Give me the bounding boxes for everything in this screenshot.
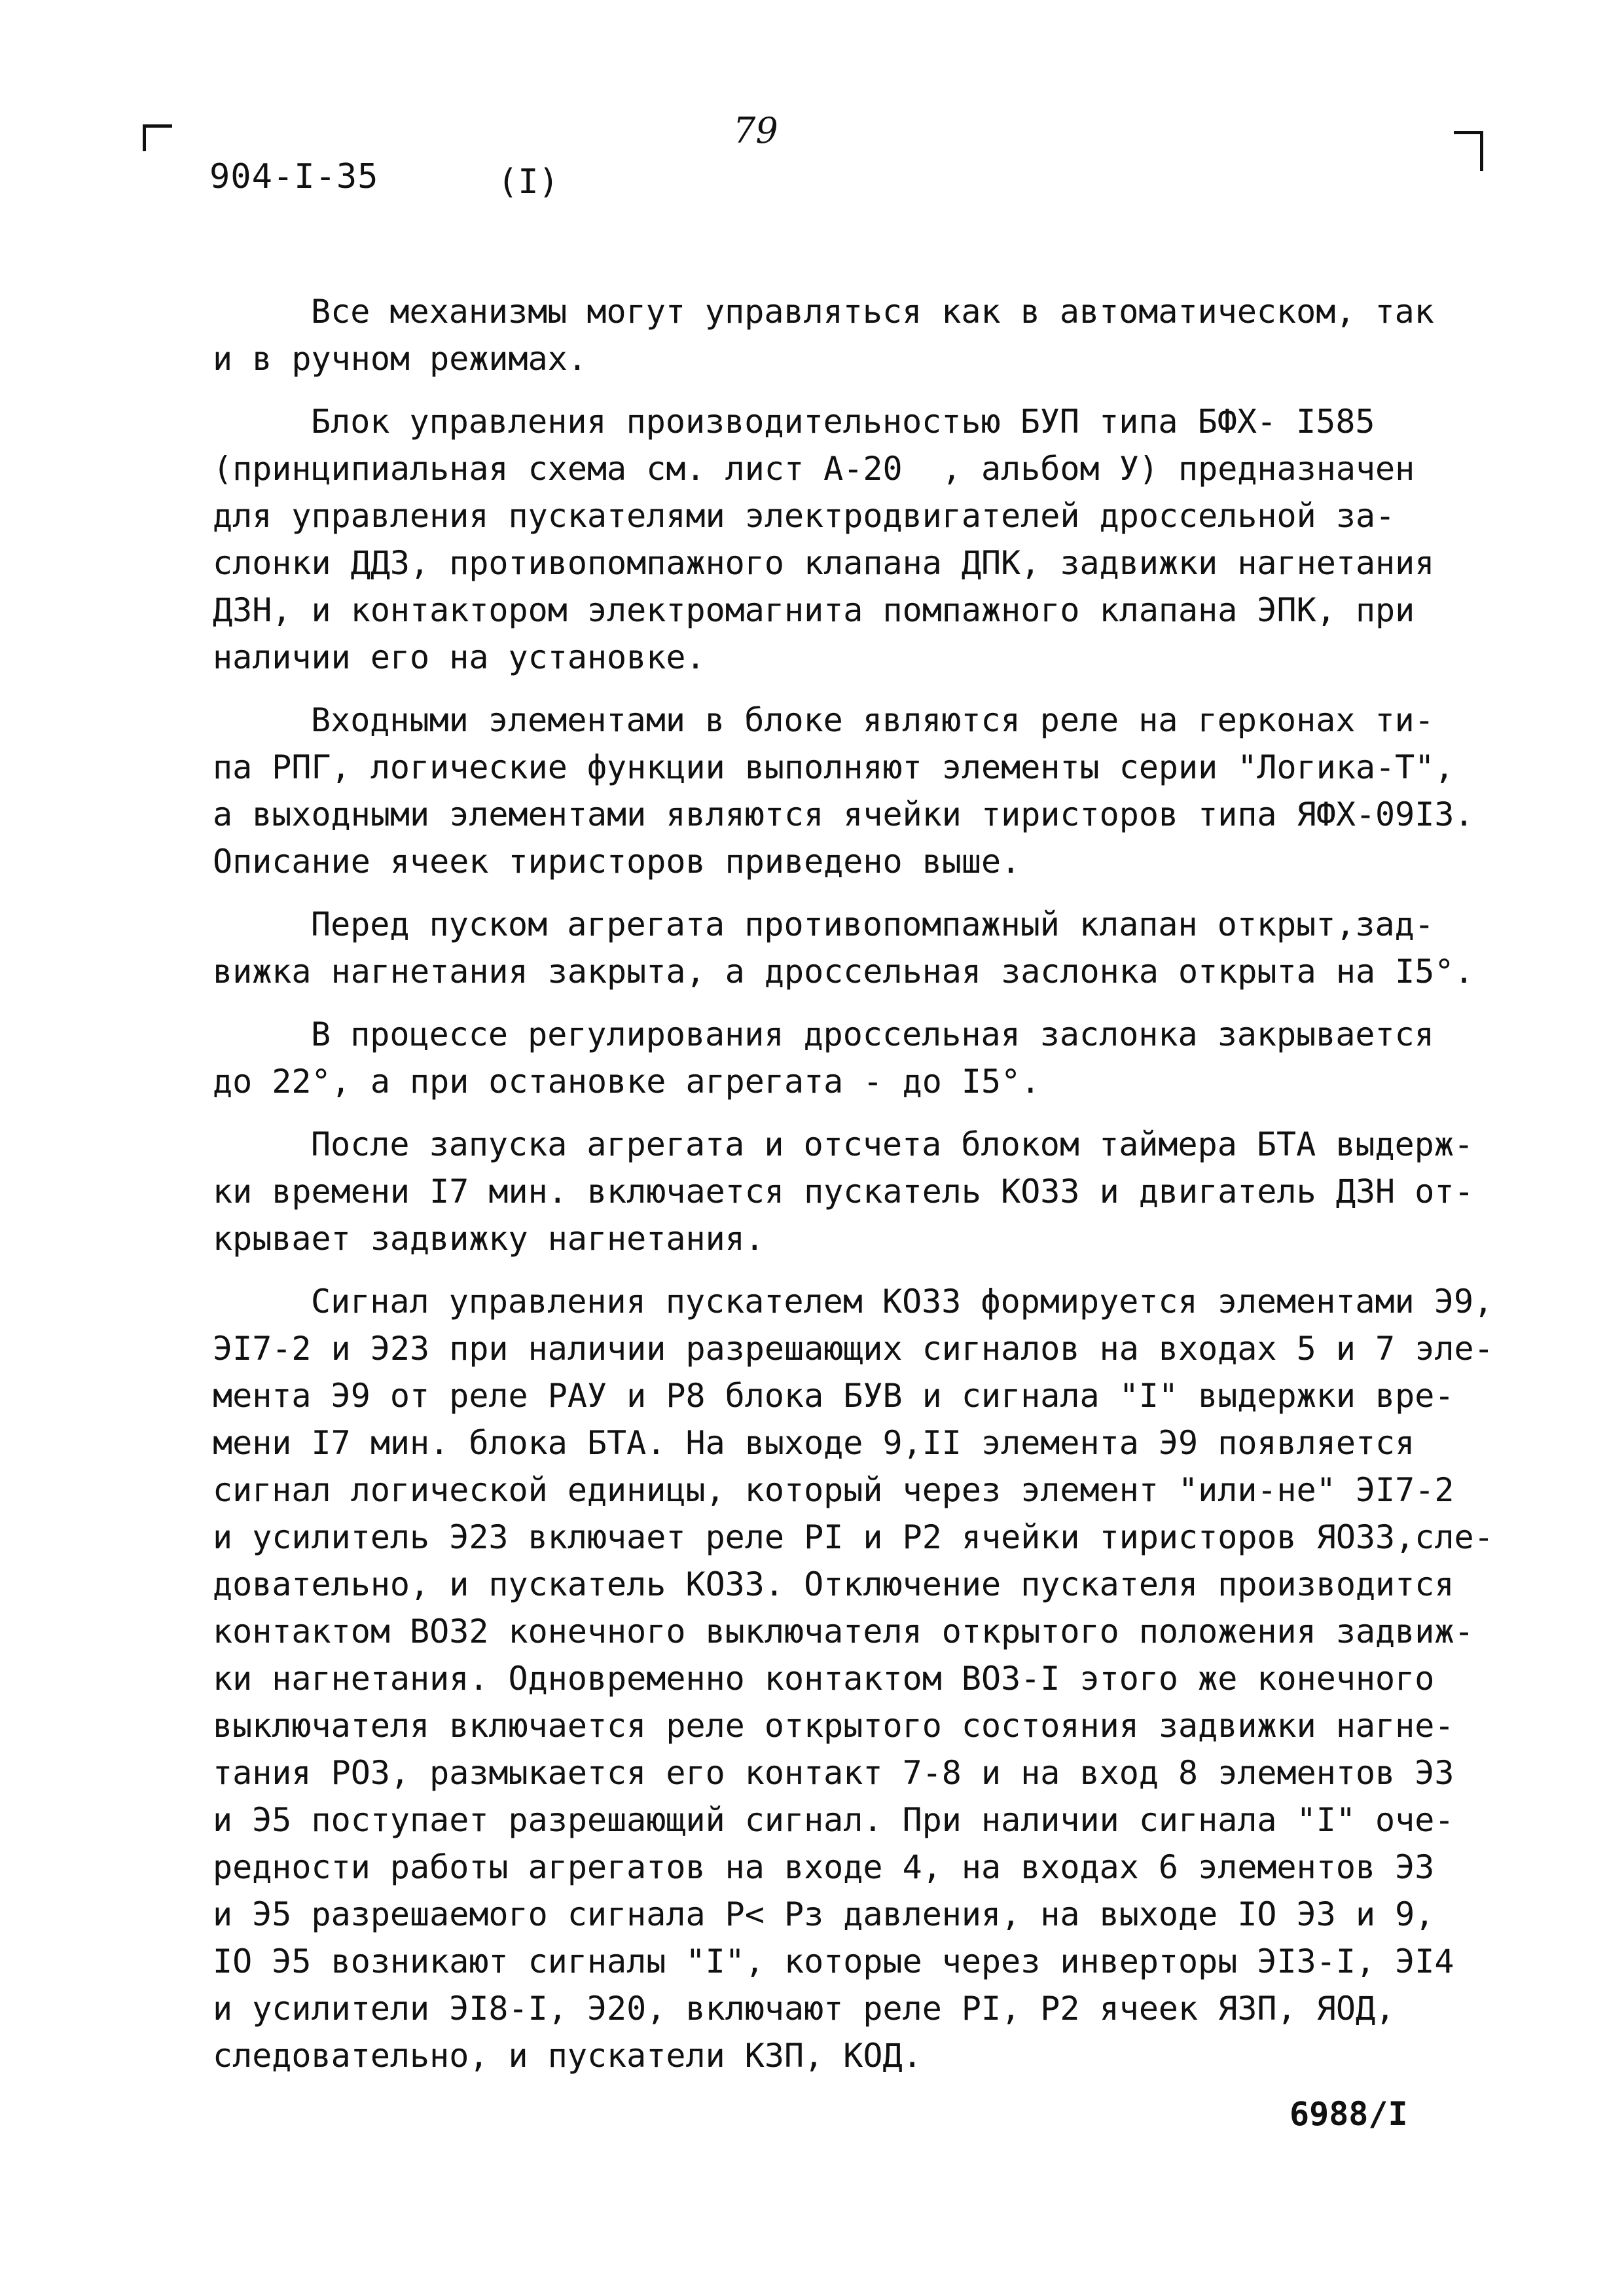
page-number: 79 <box>733 110 778 151</box>
footer-code: 6988/I <box>1290 2095 1408 2133</box>
text-line: ЭI7-2 и Э23 при наличии разрешающих сигналов на входах 5 и 7 эле- <box>213 1330 1494 1368</box>
text-line: мени I7 мин. блока БТА. На выходе 9,II элемента Э9 появляется <box>213 1424 1415 1462</box>
paragraph <box>213 1121 1496 1262</box>
paragraph <box>213 1011 1496 1105</box>
text-line: для управления пускателями электродвигателей дроссельной за- <box>213 497 1396 535</box>
text-line: (принципиальная схема см. лист А-20 , альбом У) предназначен <box>213 450 1415 488</box>
text-line: и в ручном режимах. <box>213 340 587 378</box>
text-line: Сигнал управления пускателем КОЗЗ формируется элементами Э9, <box>311 1283 1494 1321</box>
text-line: тания РОЗ, размыкается его контакт 7-8 и на вход 8 элементов ЭЗ <box>213 1754 1454 1792</box>
text-line: па РПГ, логические функции выполняют элементы серии "Логика-Т", <box>213 748 1454 786</box>
corner-mark-right <box>1454 131 1483 171</box>
text-line: крывает задвижку нагнетания. <box>213 1220 765 1258</box>
text-line: слонки ДДЗ, противопомпажного клапана ДПК, задвижки нагнетания <box>213 544 1435 582</box>
paragraph <box>213 398 1496 681</box>
text-line: сигнал логической единицы, который через элемент "или-не" ЭI7-2 <box>213 1471 1454 1509</box>
text-line: и усилители ЭI8-I, Э20, включают реле PI, Р2 ячеек ЯЗП, ЯОД, <box>213 1990 1396 2028</box>
text-line: вижка нагнетания закрыта, а дроссельная заслонка открыта на I5°. <box>213 953 1474 991</box>
text-line: и усилитель Э23 включает реле PI и Р2 ячейки тиристоров ЯОЗЗ,сле- <box>213 1518 1494 1556</box>
text-line: Входными элементами в блоке являются реле на герконах ти- <box>311 701 1434 739</box>
text-line: ки времени I7 мин. включается пускатель КОЗЗ и двигатель ДЗН от- <box>213 1173 1474 1211</box>
text-line: и Э5 разрешаемого сигнала Р< Рз давления, на выходе IO ЭЗ и 9, <box>213 1895 1435 1933</box>
paragraph <box>213 697 1496 885</box>
text-line: до 22°, а при остановке агрегата - до I5°. <box>213 1063 1041 1101</box>
text-line: ДЗН, и контактором электромагнита помпажного клапана ЭПК, при <box>213 591 1415 629</box>
text-line: контактом ВОЗ2 конечного выключателя открытого положения задвиж- <box>213 1613 1474 1650</box>
text-line: В процессе регулирования дроссельная заслонка закрывается <box>311 1015 1434 1053</box>
text-line: После запуска агрегата и отсчета блоком таймера БТА выдерж- <box>311 1125 1474 1163</box>
text-line: ки нагнетания. Одновременно контактом ВОЗ-I этого же конечного <box>213 1660 1435 1698</box>
corner-mark-left <box>143 124 172 151</box>
text-line: наличии его на установке. <box>213 638 706 676</box>
text-line: IO Э5 возникают сигналы "I", которые через инверторы ЭI3-I, ЭI4 <box>213 1942 1454 1980</box>
text-line: выключателя включается реле открытого состояния задвижки нагне- <box>213 1707 1454 1745</box>
text-line: Описание ячеек тиристоров приведено выше. <box>213 843 1021 881</box>
text-line: довательно, и пускатель КОЗЗ. Отключение пускателя производится <box>213 1565 1454 1603</box>
text-line: Все механизмы могут управляться как в автоматическом, так <box>311 293 1434 331</box>
text-line: Перед пуском агрегата противопомпажный клапан открыт,зад- <box>311 905 1434 943</box>
text-line: и Э5 поступает разрешающий сигнал. При наличии сигнала "I" оче- <box>213 1801 1454 1839</box>
paragraph <box>213 1278 1496 2079</box>
paragraph <box>213 288 1496 382</box>
doc-number: 904-I-35 <box>209 157 379 196</box>
sheet-label: (I) <box>497 162 559 202</box>
text-line: а выходными элементами являются ячейки тиристоров типа ЯФХ-09I3. <box>213 795 1474 833</box>
text-line: редности работы агрегатов на входе 4, на входах 6 элементов ЭЗ <box>213 1848 1435 1886</box>
paragraph <box>213 901 1496 995</box>
text-line: мента Э9 от реле РАУ и Р8 блока БУВ и сигнала "I" выдержки вре- <box>213 1377 1454 1415</box>
document-body <box>213 288 1496 2095</box>
text-line: Блок управления производительностью БУП типа БФХ- I585 <box>311 403 1375 441</box>
text-line: следовательно, и пускатели КЗП, КОД. <box>213 2037 922 2075</box>
